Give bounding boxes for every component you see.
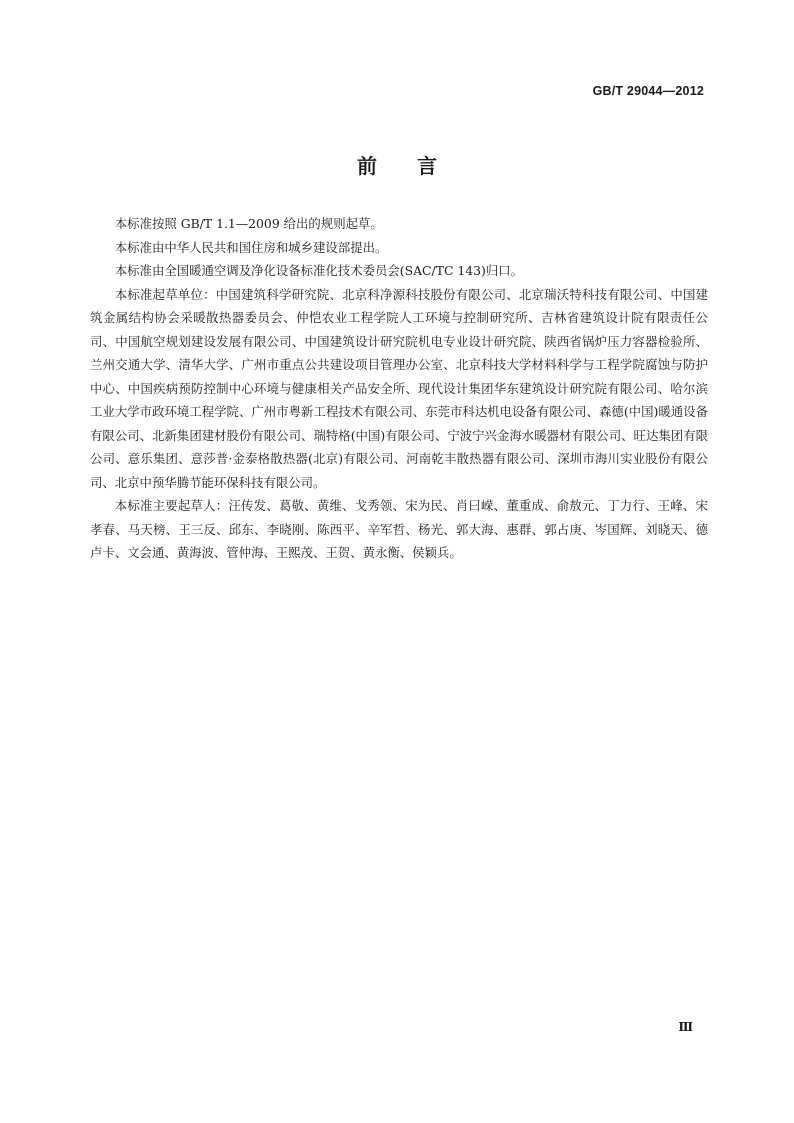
- paragraph-drafters: 本标准主要起草人：汪传发、葛敬、黄维、戈秀领、宋为民、肖曰嵘、董重成、俞敖元、丁力行、王峰、宋孝春、马天榜、王三反、邱东、李晓刚、陈西平、辛军哲、杨光、郭大海、惠群、郭占庚、岑国辉、刘晓天、德卢卡、文会通、黄海波、管仲海、王熙茂、王贺、黄永衡、侯颖兵。: [90, 498, 708, 560]
- foreword-body: [90, 212, 708, 565]
- paragraph-drafting-units: 本标准起草单位：中国建筑科学研究院、北京科净源科技股份有限公司、北京瑞沃特科技有限公司、中国建筑金属结构协会采暖散热器委员会、仲恺农业工程学院人工环境与控制研究所、吉林省建筑设计院有限责任公司、中国航空规划建设发展有限公司、中国建筑设计研究院机电专业设计研究院、陕西省锅炉压力容器检验所、兰州交通大学、清华大学、广州市重点公共建设项目管理办公室、北京科技大学材料科学与工程学院腐蚀与防护中心、中国疾病预防控制中心环境与健康相关产品安全所、现代设计集团华东建筑设计研究院有限公司、哈尔滨工业大学市政环境工程学院、广州市粤新工程技术有限公司、东莞市科达机电设备有限公司、森德(中国)暖通设备有限公司、北新集团建材股份有限公司、瑞特格(中国)有限公司、宁波宁兴金海水暖器材有限公司、旺达集团有限公司、意乐集团、意莎普·金泰格散热器(北京)有限公司、河南乾丰散热器有限公司、深圳市海川实业股份有限公司、北京中预华腾节能环保科技有限公司。: [90, 286, 708, 490]
- paragraph-drafting-rules: 本标准按照 GB/T 1.1—2009 给出的规则起草。: [114, 216, 383, 231]
- paragraph-committee: 本标准由全国暖通空调及净化设备标准化技术委员会(SAC/TC 143)归口。: [114, 263, 524, 278]
- title-char-1: 前: [357, 154, 377, 178]
- paragraph-proposer: 本标准由中华人民共和国住房和城乡建设部提出。: [114, 239, 388, 255]
- title-char-2: 言: [417, 154, 437, 178]
- page-title: [0, 150, 794, 179]
- page-number: Ⅲ: [678, 1020, 693, 1034]
- standard-code: GB/T 29044—2012: [592, 84, 704, 98]
